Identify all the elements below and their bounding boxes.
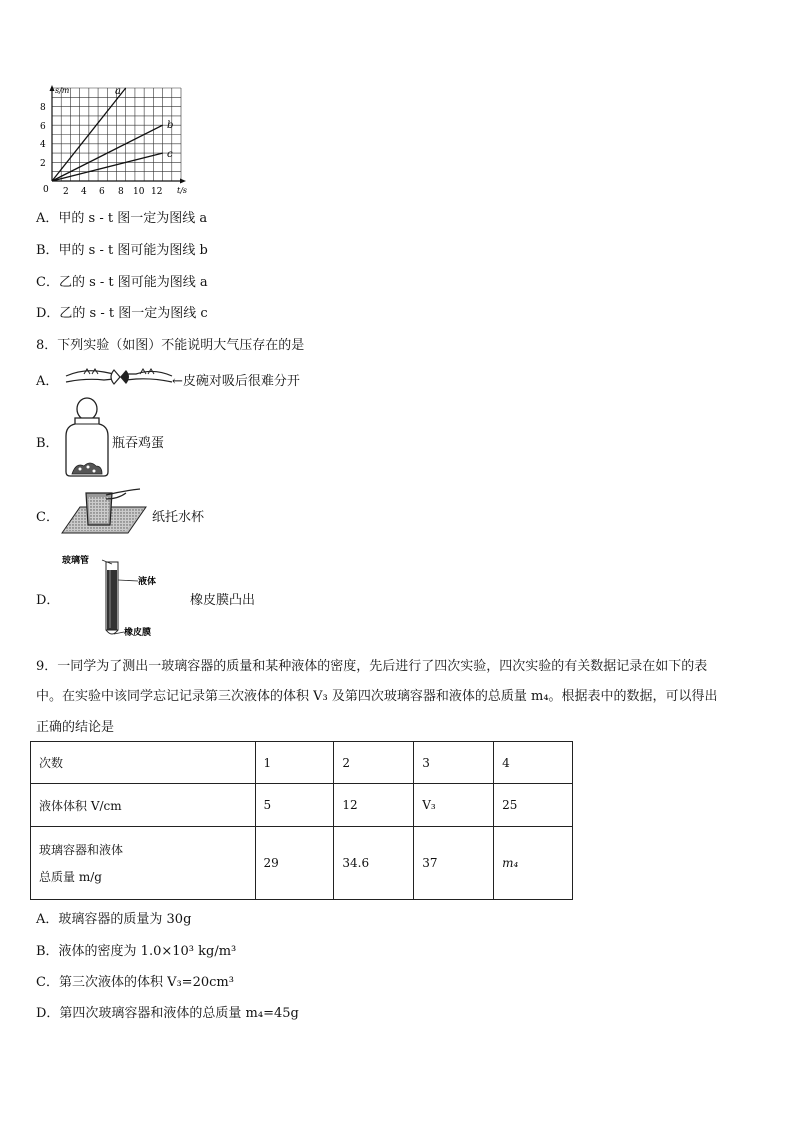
table-cell xyxy=(31,827,256,900)
table-cell: 34.6 xyxy=(334,827,414,900)
liquid-label: 液体 xyxy=(138,577,157,587)
table-cell: V₃ xyxy=(414,784,494,827)
table-cell-line: 总质量 m/g xyxy=(39,870,102,884)
line-label-c: c xyxy=(167,149,173,160)
rubber-membrane-tube-illustration xyxy=(62,554,172,638)
table-cell: 3 xyxy=(414,742,494,784)
q8-option-b-letter: B． xyxy=(36,436,59,451)
q9-stem-line2: 中。在实验中该同学忘记记录第三次液体的体积 V₃ 及第四次玻璃容器和液体的总质量 m₄。根据表中的数据，可以得出 xyxy=(36,689,718,704)
graph-grid xyxy=(52,88,181,181)
table-cell: 4 xyxy=(494,742,573,784)
bottle-egg-illustration xyxy=(62,396,112,478)
y-axis-label: s/m xyxy=(55,86,70,95)
table-cell: 29 xyxy=(255,827,334,900)
table-cell: 2 xyxy=(334,742,414,784)
table-row xyxy=(31,742,573,784)
origin-label: 0 xyxy=(43,185,49,195)
y-tick-label: 8 xyxy=(40,103,46,113)
q9-stem-line3: 正确的结论是 xyxy=(36,720,115,735)
x-tick-label: 2 xyxy=(63,187,69,196)
paper-cup-illustration xyxy=(60,485,148,539)
q9-option-c: C．第三次液体的体积 V₃=20cm³ xyxy=(36,975,234,990)
table-row xyxy=(31,784,573,827)
table-cell: 次数 xyxy=(31,742,256,784)
table-cell: 5 xyxy=(255,784,334,827)
table-cell: 1 xyxy=(255,742,334,784)
membrane-label: 橡皮膜 xyxy=(124,628,152,638)
table-cell: m₄ xyxy=(494,827,573,900)
table-cell: 37 xyxy=(414,827,494,900)
q7-option-d: D．乙的 s - t 图一定为图线 c xyxy=(36,306,208,321)
q8-option-c-letter: C． xyxy=(36,510,59,525)
q7-option-b: B．甲的 s - t 图可能为图线 b xyxy=(36,243,208,258)
table-row xyxy=(31,827,573,900)
table-cell: 12 xyxy=(334,784,414,827)
table-cell: 25 xyxy=(494,784,573,827)
x-tick-label: 6 xyxy=(99,187,105,196)
y-tick-label: 6 xyxy=(40,122,46,132)
x-tick-label: 4 xyxy=(81,187,87,196)
line-label-a: a xyxy=(115,86,121,97)
q7-option-c: C．乙的 s - t 图可能为图线 a xyxy=(36,275,208,290)
q8-option-d-caption: 橡皮膜凸出 xyxy=(190,593,256,608)
data-table xyxy=(30,741,573,900)
table-cell-line: 玻璃容器和液体 xyxy=(39,843,124,857)
st-graph xyxy=(36,84,236,196)
table-cell: 液体体积 V/cm xyxy=(31,784,256,827)
q9-stem-line1: 9．一同学为了测出一玻璃容器的质量和某种液体的密度，先后进行了四次实验，四次实验的有关数据记录在如下的表 xyxy=(36,659,708,674)
x-tick-label: 8 xyxy=(118,187,124,196)
q8-stem: 8．下列实验（如图）不能说明大气压存在的是 xyxy=(36,338,305,353)
tube-label: 玻璃管 xyxy=(62,556,90,566)
line-label-b: b xyxy=(167,120,174,131)
q8-option-a-letter: A． xyxy=(36,374,59,389)
q8-option-d-letter: D． xyxy=(36,593,60,608)
x-axis-label: t/s xyxy=(177,186,188,195)
q8-option-b-caption: 瓶吞鸡蛋 xyxy=(112,436,165,451)
y-tick-label: 2 xyxy=(40,159,46,169)
x-tick-label: 10 xyxy=(133,187,145,196)
q7-option-a: A．甲的 s - t 图一定为图线 a xyxy=(36,211,208,226)
x-tick-label: 12 xyxy=(151,187,163,196)
q8-option-c-caption: 纸托水杯 xyxy=(152,510,205,525)
q9-option-a: A．玻璃容器的质量为 30g xyxy=(36,912,192,927)
y-tick-label: 4 xyxy=(40,140,46,150)
q9-option-b: B．液体的密度为 1.0×10³ kg/m³ xyxy=(36,944,237,959)
q9-option-d: D．第四次玻璃容器和液体的总质量 m₄=45g xyxy=(36,1006,299,1021)
q8-option-a-caption: ←皮碗对吸后很难分开 xyxy=(172,374,300,389)
suction-cups-illustration xyxy=(64,362,174,392)
